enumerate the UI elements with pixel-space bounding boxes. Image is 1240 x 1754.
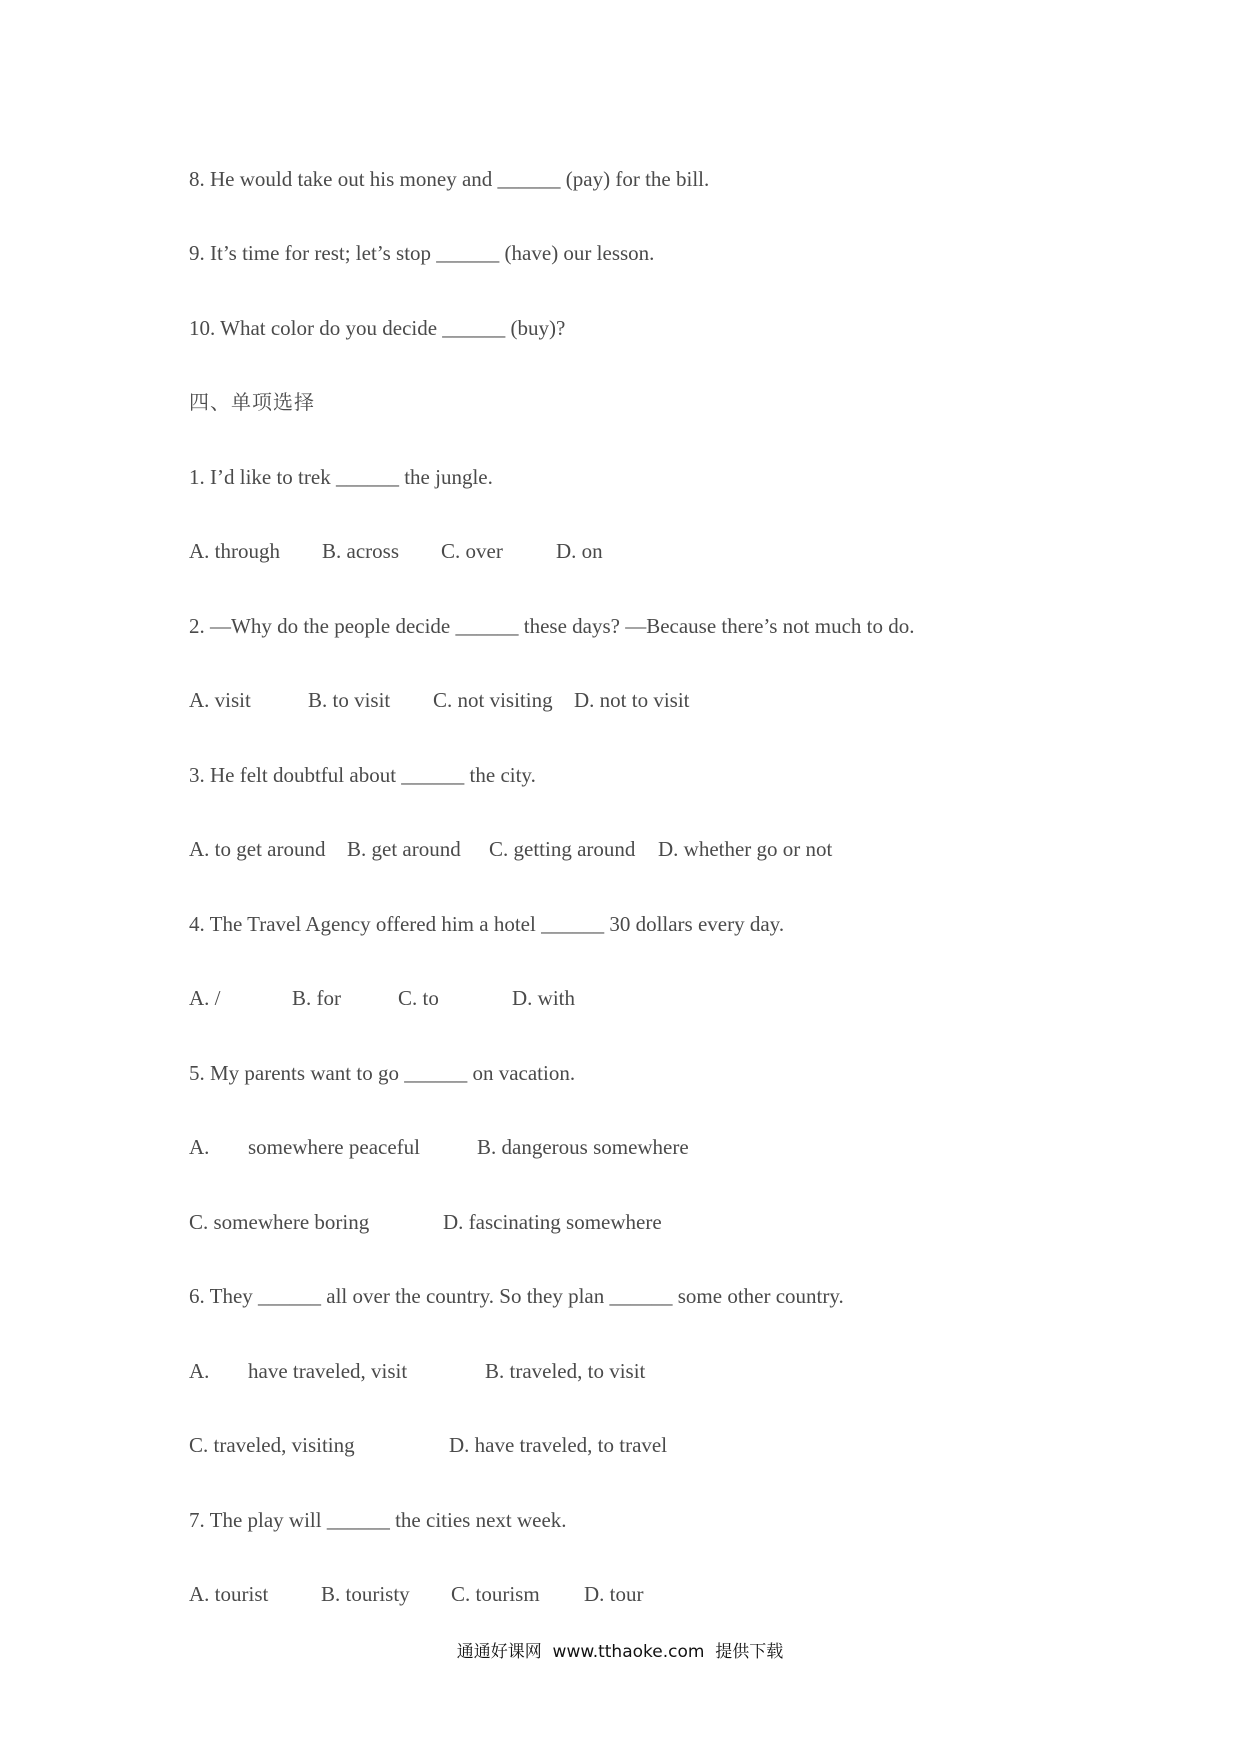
question-7-option-a: A. tourist <box>189 1582 269 1606</box>
question-2-option-d: D. not to visit <box>574 688 690 712</box>
question-4-option-d: D. with <box>512 986 575 1010</box>
question-6-option-c: C. traveled, visiting <box>189 1433 355 1457</box>
question-3-option-c: C. getting around <box>489 837 636 861</box>
question-6-option-a: have traveled, visit <box>248 1359 408 1383</box>
fill-in-item-9: 9. It’s time for rest; let’s stop ______ (have) our lesson. <box>189 241 655 265</box>
question-6-option-b: B. traveled, to visit <box>485 1359 646 1383</box>
question-7-stem: 7. The play will ______ the cities next week. <box>189 1508 567 1532</box>
question-5-option-d: D. fascinating somewhere <box>443 1210 662 1234</box>
question-4-stem: 4. The Travel Agency offered him a hotel ______ 30 dollars every day. <box>189 912 785 936</box>
page-footer: 通通好课网 www.tthaoke.com 提供下载 <box>456 1642 784 1662</box>
question-1-option-b: B. across <box>322 539 399 563</box>
question-5-option-b: B. dangerous somewhere <box>477 1135 689 1159</box>
question-5-option-a-letter: A. <box>189 1135 210 1159</box>
question-7-option-d: D. tour <box>584 1582 644 1606</box>
question-6-option-d: D. have traveled, to travel <box>449 1433 668 1457</box>
question-4-option-b: B. for <box>292 986 341 1010</box>
question-7-option-c: C. tourism <box>451 1582 540 1606</box>
question-4-option-c: C. to <box>398 986 439 1010</box>
question-2-stem: 2. —Why do the people decide ______ these days? —Because there’s not much to do. <box>189 614 915 638</box>
question-7-option-b: B. touristy <box>321 1582 410 1606</box>
question-1-stem: 1. I’d like to trek ______ the jungle. <box>189 465 493 489</box>
question-6-option-a-letter: A. <box>189 1359 210 1383</box>
question-2-option-c: C. not visiting <box>433 688 553 712</box>
question-5-option-c: C. somewhere boring <box>189 1210 370 1234</box>
question-1-option-a: A. through <box>189 539 280 563</box>
question-1-option-d: D. on <box>556 539 603 563</box>
question-1-option-c: C. over <box>441 539 503 563</box>
question-6-stem: 6. They ______ all over the country. So they plan ______ some other country. <box>189 1284 844 1308</box>
question-3-stem: 3. He felt doubtful about ______ the city. <box>189 763 536 787</box>
question-5-stem: 5. My parents want to go ______ on vacation. <box>189 1061 576 1085</box>
section-heading: 四、单项选择 <box>189 390 315 414</box>
fill-in-item-10: 10. What color do you decide ______ (buy)? <box>189 316 566 340</box>
question-5-option-a: somewhere peaceful <box>248 1135 420 1159</box>
question-3-option-d: D. whether go or not <box>658 837 833 861</box>
question-3-option-a: A. to get around <box>189 837 326 861</box>
question-4-option-a: A. / <box>189 986 221 1010</box>
question-2-option-a: A. visit <box>189 688 251 712</box>
question-3-option-b: B. get around <box>347 837 461 861</box>
fill-in-item-8: 8. He would take out his money and ______ (pay) for the bill. <box>189 167 710 191</box>
question-2-option-b: B. to visit <box>308 688 391 712</box>
